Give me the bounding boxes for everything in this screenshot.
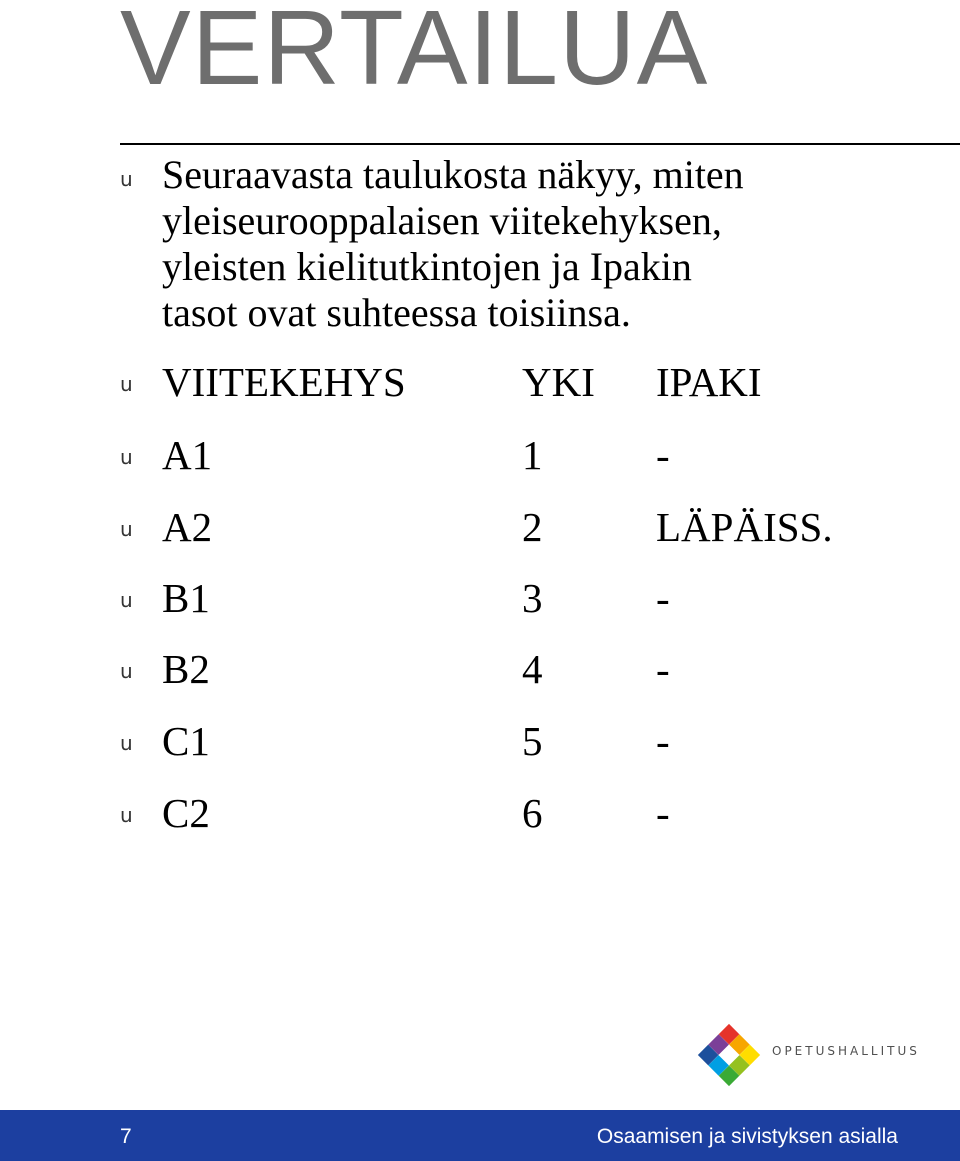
yki-cell: 2: [522, 504, 543, 550]
viitekehys-cell: C1: [162, 718, 210, 764]
table-row: [0, 644, 960, 694]
logo-wordmark: OPETUSHALLITUS: [772, 1044, 920, 1058]
bullet-marker: u: [120, 803, 133, 827]
header-viitekehys: VIITEKEHYS: [162, 359, 406, 405]
bullet-marker: u: [120, 659, 133, 683]
ipaki-cell: -: [656, 646, 670, 692]
viitekehys-cell: C2: [162, 790, 210, 836]
title-rule: [120, 143, 960, 145]
viitekehys-cell: A2: [162, 504, 213, 550]
viitekehys-cell: A1: [162, 432, 213, 478]
yki-cell: 3: [522, 575, 543, 621]
table-row: [0, 430, 960, 480]
bullet-marker: u: [120, 167, 133, 191]
ipaki-cell: LÄPÄISS.: [656, 504, 833, 550]
footer-slogan: Osaamisen ja sivistyksen asialla: [596, 1125, 898, 1148]
yki-cell: 5: [522, 718, 543, 764]
page-number: 7: [120, 1125, 132, 1148]
table-row: [0, 788, 960, 838]
table-header-row: [0, 357, 960, 407]
intro-paragraph: [162, 152, 922, 336]
yki-cell: 6: [522, 790, 543, 836]
ipaki-cell: -: [656, 575, 670, 621]
intro-line: yleiseurooppalaisen viitekehyksen,: [162, 198, 722, 243]
header-yki: YKI: [522, 359, 595, 405]
viitekehys-cell: B1: [162, 575, 210, 621]
ipaki-cell: -: [656, 432, 670, 478]
bullet-marker: u: [120, 731, 133, 755]
intro-line: yleisten kielitutkintojen ja Ipakin: [162, 244, 692, 289]
table-row: [0, 502, 960, 552]
table-row: [0, 716, 960, 766]
table-row: [0, 573, 960, 623]
header-ipaki: IPAKI: [656, 359, 762, 405]
yki-cell: 1: [522, 432, 543, 478]
intro-line: tasot ovat suhteessa toisiinsa.: [162, 290, 631, 335]
ipaki-cell: -: [656, 790, 670, 836]
slide-title: VERTAILUA: [120, 0, 709, 107]
yki-cell: 4: [522, 646, 543, 692]
footer-bar: [0, 1110, 960, 1161]
ipaki-cell: -: [656, 718, 670, 764]
intro-line: Seuraavasta taulukosta näkyy, miten: [162, 152, 744, 197]
viitekehys-cell: B2: [162, 646, 210, 692]
bullet-marker: u: [120, 372, 133, 396]
bullet-marker: u: [120, 588, 133, 612]
bullet-marker: u: [120, 445, 133, 469]
opetushallitus-diamond-icon: [694, 1020, 764, 1090]
bullet-marker: u: [120, 517, 133, 541]
